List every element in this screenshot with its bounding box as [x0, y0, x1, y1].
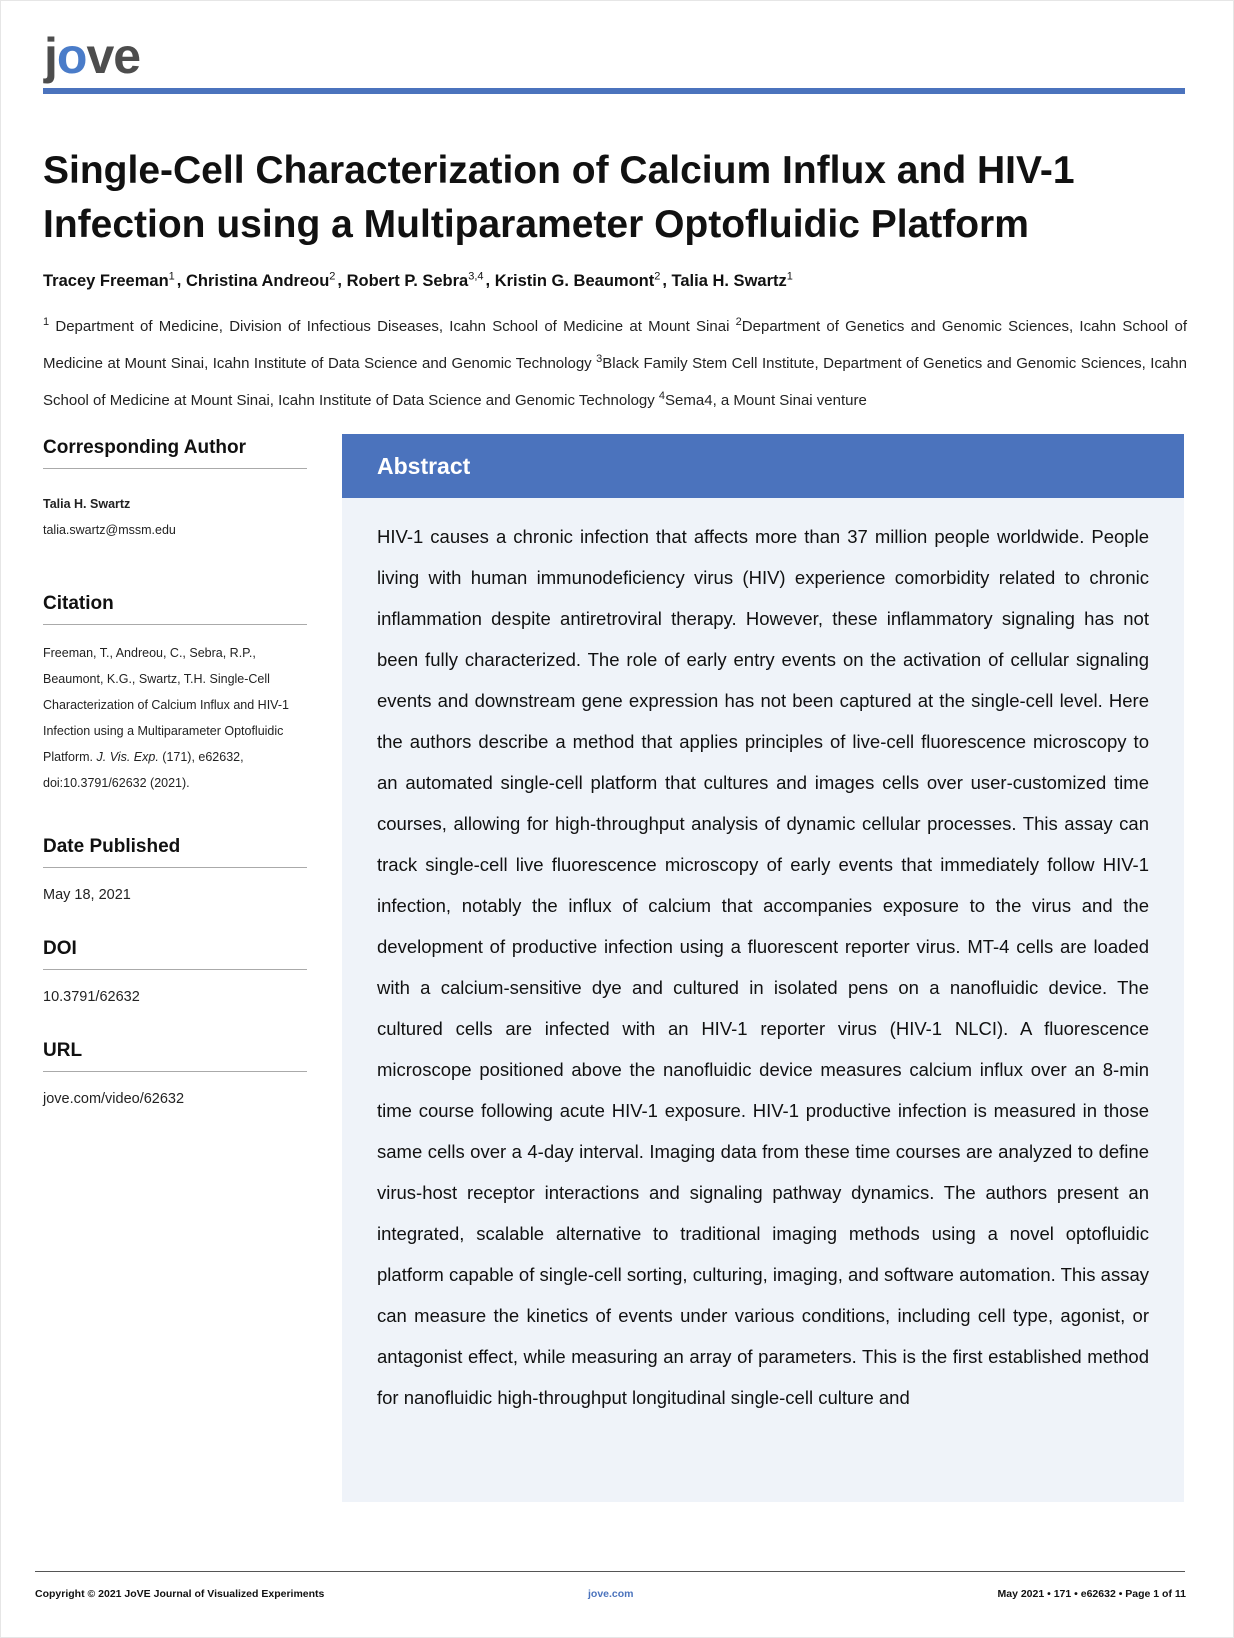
- author-name: Talia H. Swartz: [671, 271, 787, 290]
- header-rule: [43, 88, 1185, 94]
- author-name: Christina Andreou: [185, 271, 330, 290]
- footer-copyright: Copyright © 2021 JoVE Journal of Visualized Experiments: [35, 1588, 325, 1600]
- affil-sup: 2: [735, 316, 742, 328]
- abstract-box: [342, 434, 1184, 1502]
- doi-value[interactable]: 10.3791/62632: [43, 989, 140, 1005]
- author-list: Tracey Freeman$^1$ , Christina Andreou$^2$ , Robert P. Sebra$^{3,4}$ , Kristin G. Beaumont$^2$ , Talia H. Swartz$^1$: [43, 270, 793, 290]
- affil-sup: 1: [43, 316, 50, 328]
- author-affil-sup: 2: [654, 270, 661, 282]
- date-published-value: May 18, 2021: [43, 887, 131, 903]
- author-name: Robert P. Sebra: [346, 271, 469, 290]
- logo-letter-j: j: [44, 28, 57, 84]
- logo-letters-ve: ve: [86, 28, 141, 84]
- author: [43, 272, 175, 290]
- author: [186, 272, 335, 290]
- footer-rule: [35, 1571, 1185, 1572]
- citation-main: Freeman, T., Andreou, C., Sebra, R.P., Beaumont, K.G., Swartz, T.H. Single-Cell Characterization of Calcium Influx and HIV-1 Infection using a Multiparameter Optofluidic Platform.: [43, 646, 289, 764]
- affiliations: [43, 306, 1187, 417]
- article-title: Single-Cell Characterization of Calcium Influx and HIV-1 Infection using a Multiparameter Optofluidic Platform: [43, 149, 1075, 246]
- author: [495, 272, 661, 290]
- doi-heading: DOI: [43, 938, 307, 970]
- url-heading: URL: [43, 1040, 307, 1072]
- footer-site-link[interactable]: jove.com: [588, 1588, 634, 1600]
- corresponding-author-name: Talia H. Swartz: [43, 497, 131, 511]
- affiliation: Department of Genetics and Genomic Sciences, Icahn School of Medicine at Mount Sinai, Icahn Institute of Data Science and Genomic Technology: [43, 318, 1188, 372]
- corresponding-author-email[interactable]: talia.swartz@mssm.edu: [43, 523, 176, 537]
- author-affil-sup: 1: [168, 270, 175, 282]
- author-name: Tracey Freeman: [43, 271, 169, 290]
- author-affil-sup: 1: [786, 270, 793, 282]
- author: [672, 272, 793, 290]
- footer-page-info: May 2021 • 171 • e62632 • Page 1 of 11: [997, 1588, 1186, 1600]
- citation-text: [43, 640, 293, 796]
- author-affil-sup: 3,4: [468, 270, 484, 282]
- affil-sup: 4: [658, 390, 666, 402]
- url-value[interactable]: jove.com/video/62632: [43, 1091, 185, 1107]
- affiliation: Sema4, a Mount Sinai venture: [665, 392, 867, 409]
- author-name: Kristin G. Beaumont: [494, 271, 655, 290]
- affil-sup: 3: [596, 353, 603, 365]
- affiliation: Black Family Stem Cell Institute, Department of Genetics and Genomic Sciences, Icahn School of Medicine at Mount Sinai, Icahn Institute of Data Science and Genomic Technology: [43, 355, 1187, 409]
- speech-bubble-icon: o: [56, 28, 87, 84]
- jove-logo[interactable]: [44, 26, 140, 86]
- author: [347, 272, 484, 290]
- citation-tail: (171), e62632, doi:10.3791/62632 (2021).: [43, 750, 244, 790]
- citation-journal: J. Vis. Exp.: [96, 750, 159, 764]
- author-affil-sup: 2: [329, 270, 336, 282]
- abstract-text: HIV-1 causes a chronic infection that affects more than 37 million people worldwide. People living with human immunodeficiency virus (HIV) experience comorbidity related to chronic inflammation despite antiretroviral therapy. However, these inflammatory signaling has not been fully characterized. The role of early entry events on the activation of cellular signaling events and downstream gene expression has not been captured at the single-cell level. Here the authors describe a method that applies principles of live-cell fluorescence microscopy to an automated single-cell platform that cultures and images cells over user-customized time courses, allowing for high-throughput analysis of dynamic cellular processes. This assay can track single-cell live fluorescence microscopy of early events that immediately follow HIV-1 infection, notably the influx of calcium that accompanies exposure to the virus and the development of productive infection using a fluorescent reporter virus. MT-4 cells are loaded with a calcium-sensitive dye and cultured in isolated pens on a nanofluidic device. The cultured cells are infected with an HIV-1 reporter virus (HIV-1 NLCI). A fluorescence microscope positioned above the nanofluidic device measures calcium influx over an 8-min time course following acute HIV-1 exposure. HIV-1 productive infection is measured in those same cells over a 4-day interval. Imaging data from these time courses are analyzed to define virus-host receptor interactions and signaling pathway dynamics. The authors present an integrated, scalable alternative to traditional imaging methods using a novel optofluidic platform capable of single-cell sorting, culturing, imaging, and software automation. This assay can measure the kinetics of events under various conditions, including cell type, agonist, or antagonist effect, while measuring an array of parameters. This is the first established method for nanofluidic high-throughput longitudinal single-cell culture and: [377, 526, 1149, 1408]
- abstract-heading: Abstract: [342, 434, 1184, 498]
- sidebar: [43, 437, 307, 1112]
- corresponding-author-heading: Corresponding Author: [43, 437, 307, 469]
- date-published-heading: Date Published: [43, 836, 307, 868]
- citation-heading: Citation: [43, 593, 307, 625]
- affiliation: Department of Medicine, Division of Infectious Diseases, Icahn School of Medicine at Mount Sinai: [55, 318, 730, 335]
